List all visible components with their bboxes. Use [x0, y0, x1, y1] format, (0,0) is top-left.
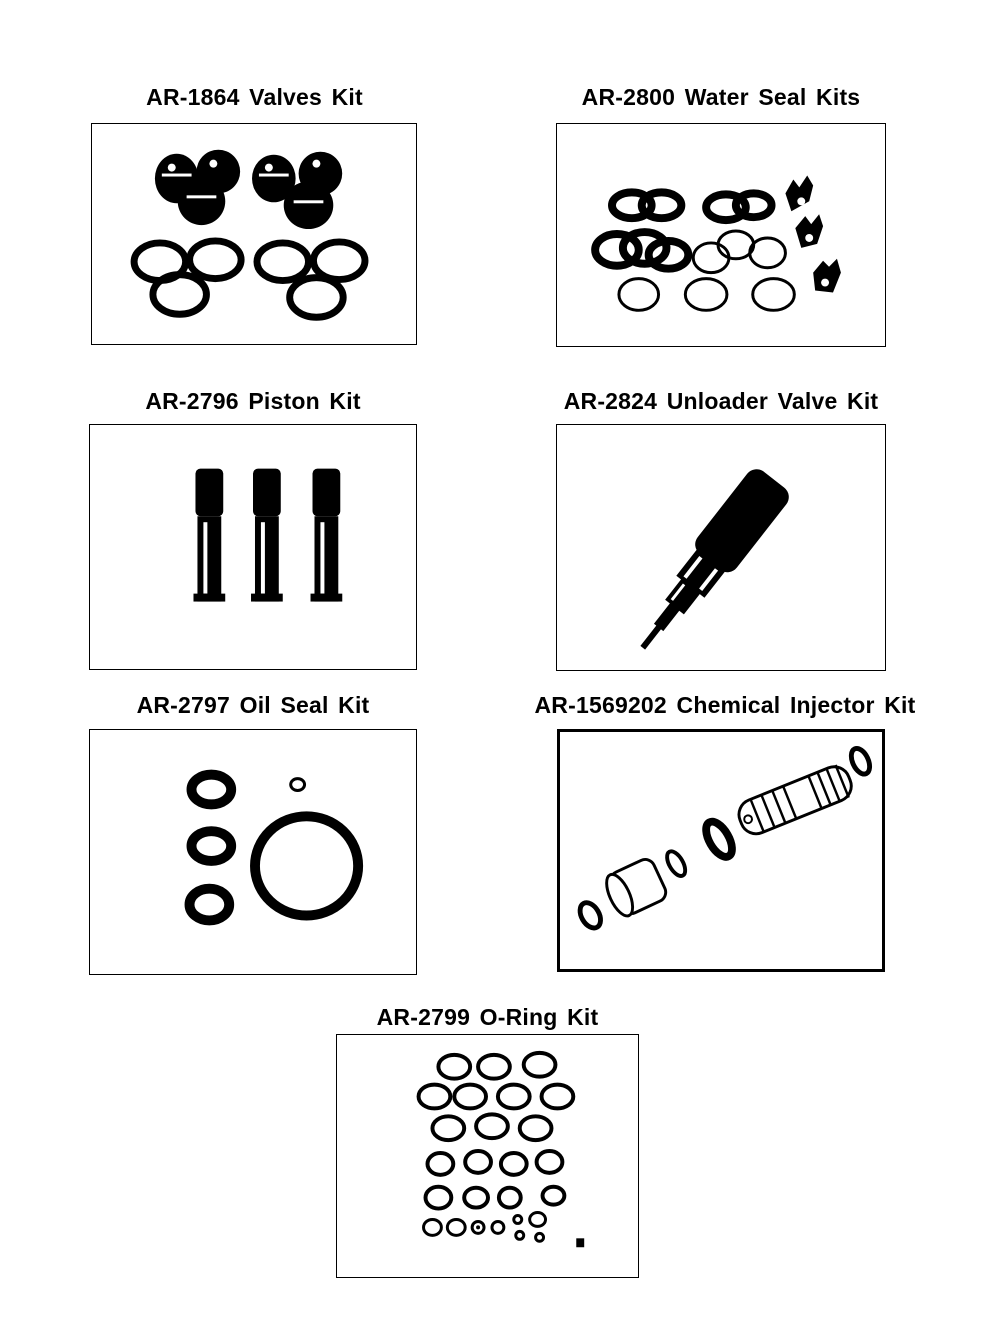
piston-kit-image — [89, 424, 417, 670]
unloader-valve-kit-image — [556, 424, 886, 671]
valves-kit-title: AR-1864 Valves Kit — [146, 84, 363, 110]
o-ring-kit-illustration — [337, 1035, 638, 1277]
o-ring-kit-title: AR-2799 O-Ring Kit — [376, 1004, 599, 1030]
unloader-valve-kit-title: AR-2824 Unloader Valve Kit — [563, 388, 879, 414]
water-seal-kit-image — [556, 123, 886, 347]
chemical-injector-kit-title: AR-1569202 Chemical Injector Kit — [534, 692, 916, 718]
o-ring-kit-image — [336, 1034, 639, 1278]
oil-seal-kit-illustration — [90, 730, 416, 974]
valves-kit-image — [91, 123, 417, 345]
chemical-injector-kit-illustration — [560, 732, 882, 969]
piston-kit-illustration — [90, 425, 416, 669]
unloader-valve-kit-illustration — [557, 425, 885, 670]
water-seal-kit-illustration — [557, 124, 885, 346]
oil-seal-kit-image — [89, 729, 417, 975]
piston-kit-title: AR-2796 Piston Kit — [145, 388, 361, 414]
oil-seal-kit-title: AR-2797 Oil Seal Kit — [136, 692, 370, 718]
water-seal-kit-title: AR-2800 Water Seal Kits — [581, 84, 861, 110]
chemical-injector-kit-image — [557, 729, 885, 972]
valves-kit-illustration — [92, 124, 416, 344]
